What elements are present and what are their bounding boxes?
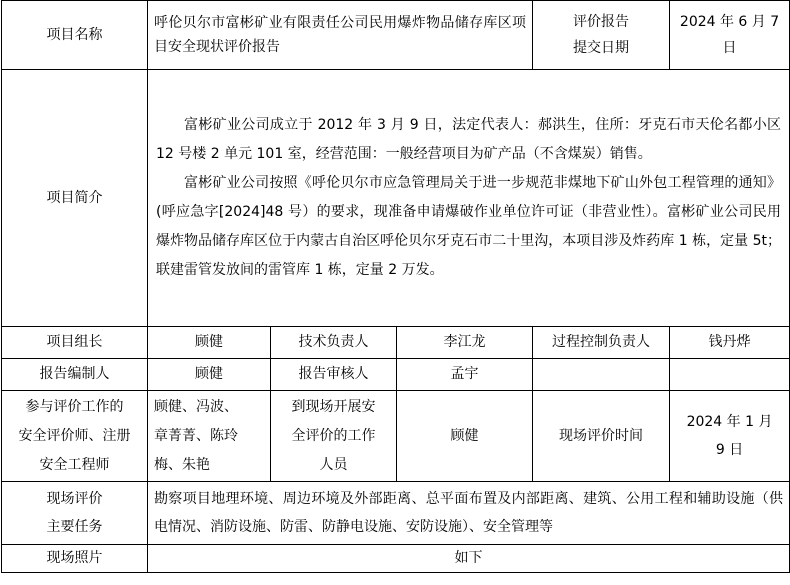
project-intro-label: 项目简介 xyxy=(2,70,148,327)
photos-row xyxy=(2,545,790,573)
onsite-staff-label xyxy=(271,391,397,482)
participants-names-line2: 章菁菁、陈玲 xyxy=(154,427,238,444)
author-label: 报告编制人 xyxy=(2,359,148,391)
project-info-table xyxy=(1,0,790,573)
project-intro-row xyxy=(2,70,790,327)
participants-label-line1: 参与评价工作的 xyxy=(25,398,124,415)
intro-paragraph-1: 富彬矿业公司成立于 2012 年 3 月 9 日，法定代表人：郝洪生，住所：牙克石市天伦名都小区 12 号楼 2 单元 101 室，经营范围：一般经营项目为矿产品（不含煤炭）销售。 xyxy=(156,117,782,162)
process-lead-label: 过程控制负责人 xyxy=(533,327,670,359)
intro-paragraph-2: 富彬矿业公司按照《呼伦贝尔市应急管理局关于进一步规范非煤地下矿山外包工程管理的通知》(呼应急字[2024]48 号）的要求，现准备申请爆破作业单位许可证（非营业性）。富彬矿业公司民用爆炸物品储存库区位于内蒙古自治区呼伦贝尔牙克石市二十里沟，本项目涉及炸药库 1 栋，定量 5t；联建雷管发放间的雷管库 1 栋，定量 2 万发。 xyxy=(156,175,782,278)
author-value: 顾健 xyxy=(148,359,271,391)
project-name-value: 呼伦贝尔市富彬矿业有限责任公司民用爆炸物品储存库区项目安全现状评价报告 xyxy=(148,1,533,70)
reviewer-label: 报告审核人 xyxy=(271,359,397,391)
author-row xyxy=(2,359,790,391)
participants-label xyxy=(2,391,148,482)
leader-label: 项目组长 xyxy=(2,327,148,359)
participants-label-line2: 安全评价师、注册 xyxy=(18,427,131,444)
leader-value: 顾健 xyxy=(148,327,271,359)
participants-label-line3: 安全工程师 xyxy=(39,456,110,473)
photos-label: 现场照片 xyxy=(2,545,148,573)
participants-names-line3: 梅、朱艳 xyxy=(154,456,210,473)
empty-cell-1 xyxy=(533,359,670,391)
submit-date-value-line2: 日 xyxy=(722,40,737,56)
tasks-label xyxy=(2,482,148,545)
onsite-time-value xyxy=(670,391,790,482)
onsite-staff-value: 顾健 xyxy=(397,391,533,482)
submit-date-value xyxy=(670,1,790,70)
participants-row xyxy=(2,391,790,482)
tasks-label-line2: 主要任务 xyxy=(46,519,103,535)
empty-cell-2 xyxy=(670,359,790,391)
submit-date-value-line1: 2024 年 6 月 7 xyxy=(679,14,780,30)
tasks-label-line1: 现场评价 xyxy=(46,491,103,507)
onsite-time-label: 现场评价时间 xyxy=(533,391,670,482)
team-row xyxy=(2,327,790,359)
project-intro-content xyxy=(148,70,790,327)
participants-names xyxy=(148,391,271,482)
onsite-time-line1: 2024 年 1 月 xyxy=(686,414,773,430)
submit-date-label xyxy=(533,1,670,70)
process-lead-value: 钱丹烨 xyxy=(670,327,790,359)
tech-lead-label: 技术负责人 xyxy=(271,327,397,359)
project-name-label: 项目名称 xyxy=(2,1,148,70)
submit-date-label-line1: 评价报告 xyxy=(573,14,630,30)
reviewer-value: 孟宇 xyxy=(397,359,533,391)
photos-value: 如下 xyxy=(148,545,790,573)
onsite-staff-label-line1: 到现场开展安 xyxy=(291,398,376,415)
tasks-row xyxy=(2,482,790,545)
tasks-content: 勘察项目地理环境、周边环境及外部距离、总平面布置及内部距离、建筑、公用工程和辅助设施（供电情况、消防设施、防雷、防静电设施、安防设施）、安全管理等 xyxy=(148,482,790,545)
submit-date-label-line2: 提交日期 xyxy=(573,40,630,56)
onsite-staff-label-line3: 人员 xyxy=(319,456,348,473)
project-name-row xyxy=(2,1,790,70)
tech-lead-value: 李江龙 xyxy=(397,327,533,359)
participants-names-line1: 顾健、冯波、 xyxy=(154,398,238,415)
onsite-staff-label-line2: 全评价的工作 xyxy=(291,427,376,444)
onsite-time-line2: 9 日 xyxy=(715,442,744,458)
